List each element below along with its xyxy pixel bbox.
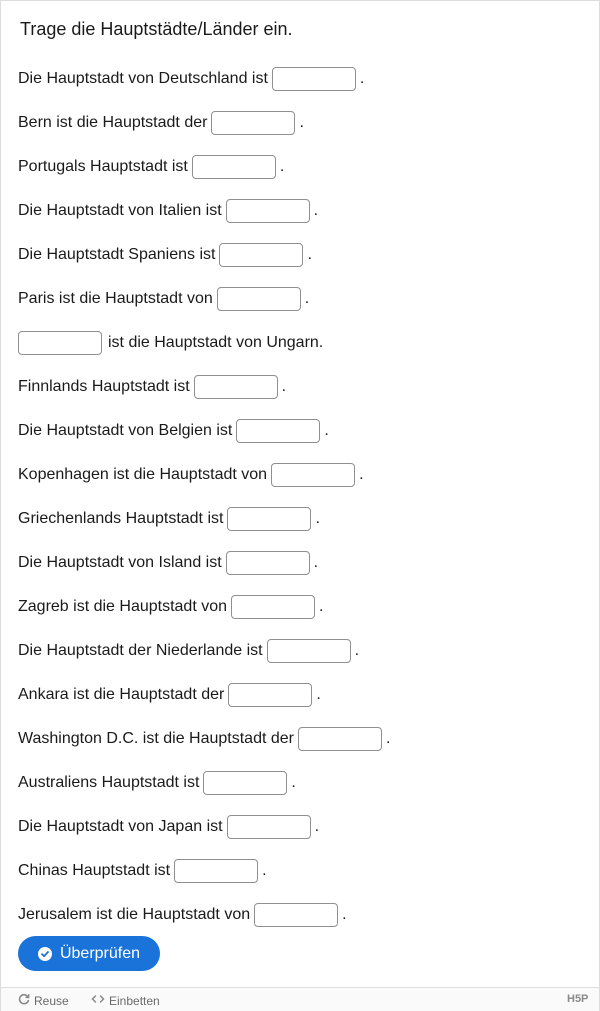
question-text-before: Portugals Hauptstadt ist [18, 158, 188, 175]
question-text-before: Die Hauptstadt von Italien ist [18, 202, 222, 219]
task-description: Trage die Hauptstädte/Länder ein. [20, 19, 293, 39]
answer-input[interactable] [217, 287, 301, 311]
question-row [18, 761, 588, 805]
answer-input[interactable] [211, 111, 295, 135]
reuse-label: Reuse [34, 993, 69, 1008]
question-text-before: Chinas Hauptstadt ist [18, 862, 171, 879]
answer-input[interactable] [226, 551, 310, 575]
question-row [18, 893, 588, 937]
question-row [18, 497, 588, 541]
question-text-after: . [279, 158, 285, 175]
h5p-logo[interactable]: H5P [567, 993, 589, 1005]
answer-input[interactable] [18, 331, 102, 355]
question-text-before: Finnlands Hauptstadt ist [18, 378, 190, 395]
question-row [18, 453, 588, 497]
question-text-before: Ankara ist die Hauptstadt der [18, 686, 225, 703]
question-text-after: ist die Hauptstadt von Ungarn. [108, 334, 324, 351]
question-text-before: Die Hauptstadt der Niederlande ist [18, 642, 263, 659]
question-text-after: . [385, 730, 391, 747]
question-text-before: Die Hauptstadt Spaniens ist [18, 246, 216, 263]
reuse-button[interactable] [18, 993, 69, 1008]
answer-input[interactable] [227, 507, 311, 531]
answer-input[interactable] [174, 859, 258, 883]
question-row [18, 233, 588, 277]
question-text-after: . [281, 378, 287, 395]
question-text-after: . [342, 906, 347, 923]
question-row [18, 365, 588, 409]
question-text-after: . [359, 466, 364, 483]
question-text-after: . [316, 686, 321, 703]
answer-input[interactable] [203, 771, 287, 795]
question-text-before: Die Hauptstadt von Belgien ist [18, 422, 233, 439]
question-text-before: Die Hauptstadt von Japan ist [18, 818, 223, 835]
question-text-after: . [359, 70, 365, 87]
question-text-after: . [307, 246, 312, 263]
question-text-before: Paris ist die Hauptstadt von [18, 290, 213, 307]
embed-label: Einbetten [109, 993, 160, 1008]
question-text-after: . [319, 598, 324, 615]
question-row [18, 585, 588, 629]
answer-input[interactable] [236, 419, 320, 443]
question-text-after: . [314, 818, 320, 835]
answer-input[interactable] [231, 595, 315, 619]
answer-input[interactable] [267, 639, 351, 663]
question-text-after: . [304, 290, 310, 307]
question-text-before: Kopenhagen ist die Hauptstadt von [18, 466, 268, 483]
question-text-before: Washington D.C. ist die Hauptstadt der [18, 730, 294, 747]
question-text-after: . [262, 862, 267, 879]
question-text-before: Die Hauptstadt von Deutschland ist [18, 70, 268, 87]
check-button-label: Überprüfen [59, 944, 141, 962]
question-row [18, 57, 588, 101]
answer-input[interactable] [192, 155, 276, 179]
answer-input[interactable] [219, 243, 303, 267]
question-text-after: . [313, 202, 319, 219]
question-row [18, 189, 588, 233]
question-text-after: . [315, 510, 320, 527]
answer-input[interactable] [194, 375, 278, 399]
question-text-before: Die Hauptstadt von Island ist [18, 554, 222, 571]
question-row [18, 541, 588, 585]
question-text-before: Jerusalem ist die Hauptstadt von [18, 906, 251, 923]
check-button[interactable] [18, 936, 160, 971]
question-row [18, 409, 588, 453]
refresh-icon [18, 993, 30, 1008]
question-text-after: . [354, 642, 360, 659]
question-row [18, 145, 588, 189]
question-row [18, 101, 588, 145]
question-text-after: . [299, 114, 304, 131]
question-row [18, 849, 588, 893]
answer-input[interactable] [272, 67, 356, 91]
question-row [18, 805, 588, 849]
question-row [18, 629, 588, 673]
answer-input[interactable] [298, 727, 382, 751]
question-list [18, 57, 588, 937]
question-text-before: Australiens Hauptstadt ist [18, 774, 200, 791]
footer-bar [1, 987, 599, 1011]
answer-input[interactable] [227, 815, 311, 839]
question-text-before: Bern ist die Hauptstadt der [18, 114, 208, 131]
question-row [18, 321, 588, 365]
answer-input[interactable] [228, 683, 312, 707]
question-text-after: . [291, 774, 296, 791]
embed-button[interactable] [91, 993, 160, 1008]
answer-input[interactable] [271, 463, 355, 487]
question-text-after: . [324, 422, 329, 439]
question-text-before: Zagreb ist die Hauptstadt von [18, 598, 228, 615]
question-text-after: . [313, 554, 319, 571]
question-row [18, 717, 588, 761]
question-row [18, 277, 588, 321]
question-row [18, 673, 588, 717]
code-icon [91, 993, 105, 1008]
check-circle-icon [38, 947, 52, 961]
question-text-before: Griechenlands Hauptstadt ist [18, 510, 224, 527]
answer-input[interactable] [254, 903, 338, 927]
answer-input[interactable] [226, 199, 310, 223]
